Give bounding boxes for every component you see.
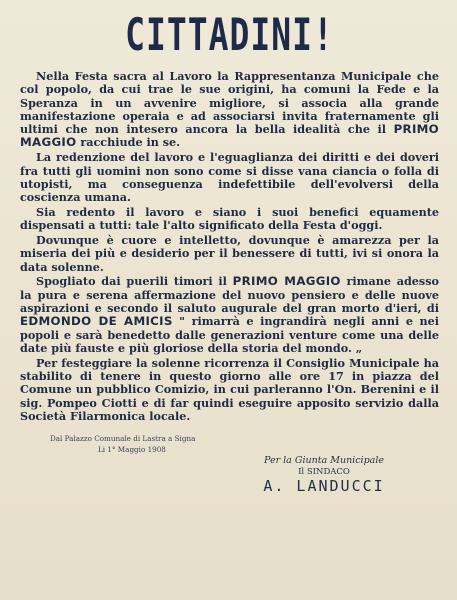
paragraph-6: Per festeggiare la solenne ricorrenza il Consiglio Municipale ha stabilito di tenere in questo giorno alle ore 17 in piazza del Comune un pubblico Comizio, in cui parleranno l'On. Berenini e il sig. Pompeo Ciotti e di far quindi eseguire apposito servizio dalla Società Filarmonica locale.	[20, 355, 439, 423]
paragraph-2: La redenzione del lavoro e l'eguaglianza dei diritti e dei doveri fra tutti gli uomini non sono come si disse vana ciancia o folla di utopisti, ma conseguenza indefettibile dell'evolversi della coscienza umana.	[20, 150, 439, 205]
poster-body	[20, 70, 439, 423]
paragraph-1-tail: racchiude in se.	[76, 135, 181, 150]
paragraph-5-middle: rimane adesso la pura e serena affermazione del nuovo pensiero e delle nuove aspirazioni e secondo il saluto augurale del gran morto d'ieri, di	[20, 274, 439, 316]
signature-role: Il SINDACO	[298, 467, 350, 478]
paragraph-1-text: Nella Festa sacra al Lavoro la Rappresentanza Municipale che col popolo, da cui trae le sue origini, ha comuni la Fede e la Speranza in un avvenire migliore, si associa alla grande manifestazione operaia e ad associarsi invita fraternamente gli ultimi che non intesero ancora la bella idealità che il	[20, 69, 439, 137]
paragraph-5-text: Spogliato dai puerili timori il	[36, 274, 233, 289]
signature-for: Per la Giunta Municipale	[263, 455, 384, 467]
issue-date: Li 1° Maggio 1908	[98, 445, 166, 455]
paragraph-4: Dovunque è cuore e intelletto, dovunque è amarezza per la miseria dei più e desiderio per il benessere di tutti, ivi si onora la data solenne.	[20, 233, 439, 274]
paragraph-3: Sia redento il lavoro e siano i suoi benefici equamente dispensati a tutti: tale l'alto significato della Festa d'oggi.	[20, 204, 439, 233]
primo-maggio-emphasis: PRIMO MAGGIO	[20, 122, 439, 150]
issuing-place	[50, 433, 195, 455]
de-amicis-emphasis: EDMONDO DE AMICIS	[20, 314, 173, 329]
paragraph-5	[20, 275, 439, 355]
primo-maggio-emphasis: PRIMO MAGGIO	[232, 274, 341, 289]
place-text: Dal Palazzo Comunale di Lastra a Signa	[50, 434, 196, 444]
signature-block	[239, 455, 409, 495]
paragraph-5-tail: " rimarrà e ingrandirà negli anni e nei popoli e sarà benedetto dalle generazioni venture come una delle date più fauste e più gloriose della storia del mondo. „	[20, 314, 439, 355]
poster-title: CITTADINI!	[125, 7, 334, 61]
poster-footer	[20, 431, 439, 501]
signature-name: A. LANDUCCI	[263, 477, 385, 496]
paragraph-1	[20, 70, 439, 150]
